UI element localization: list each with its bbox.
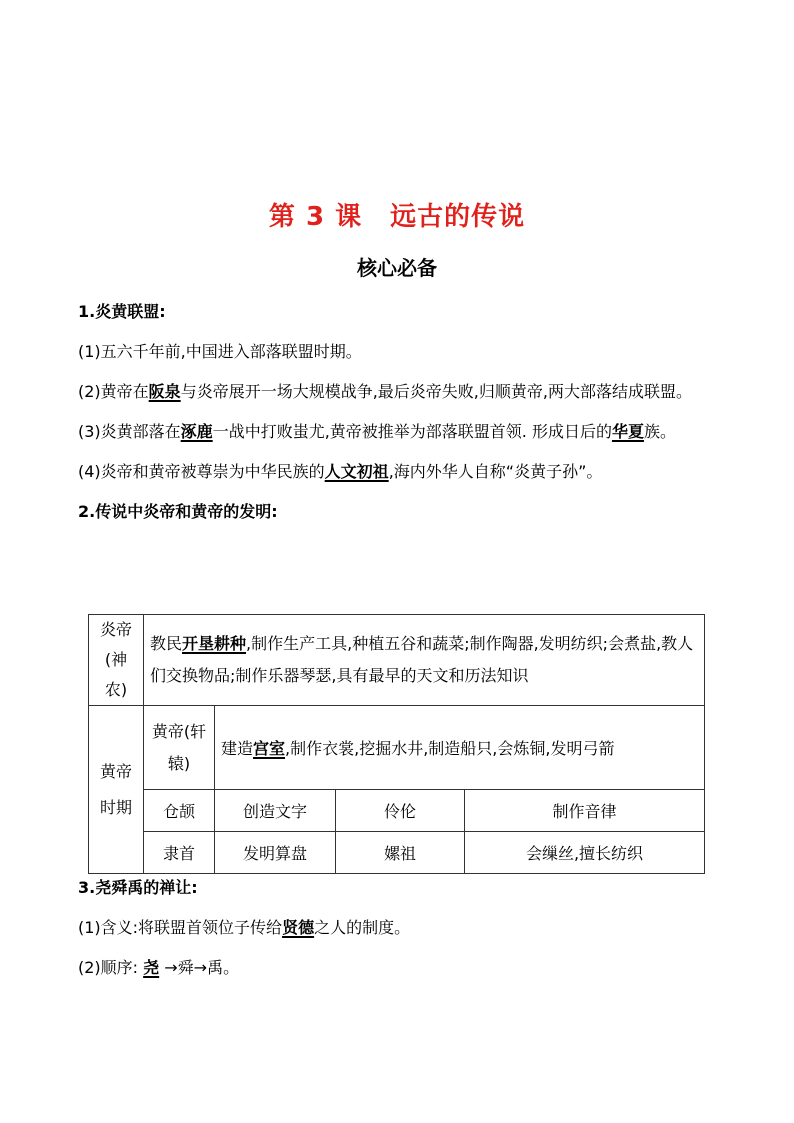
s3-point-2: [78, 948, 718, 988]
huangdi-post: ,制作衣裳,挖掘水井,制造船只,会炼铜,发明弓箭: [285, 739, 615, 758]
s3-point-1: [78, 908, 718, 948]
huangdi-label: 黄帝(轩辕): [144, 706, 215, 790]
section-subtitle: 核心必备: [357, 256, 437, 280]
yandi-inventions: [144, 615, 705, 706]
s1-p4-key: 人文初祖: [324, 462, 389, 481]
invention-music: 制作音律: [465, 790, 705, 832]
s1-p2-pre: (2)黄帝在: [78, 382, 149, 401]
huangdi-key: 宫室: [253, 739, 286, 758]
s1-p3-mid: 一战中打败蚩尤,黄帝被推举为部落联盟首领. 形成日后的: [212, 422, 612, 441]
s1-p4-pre: (4)炎帝和黄帝被尊崇为中华民族的: [78, 462, 325, 481]
table-row: [89, 790, 705, 832]
s1-point-1: (1)五六千年前,中国进入部落联盟时期。: [78, 342, 362, 361]
huangdi-period-label: 黄帝时期: [89, 706, 144, 874]
lesson-number: 第 3 课: [268, 202, 363, 232]
section-1: [78, 292, 718, 532]
s1-p3-key2: 华夏: [611, 422, 644, 441]
s1-p2-post: 与炎帝展开一场大规模战争,最后炎帝失败,归顺黄帝,两大部落结成联盟。: [180, 382, 692, 401]
s1-point-3: [78, 412, 718, 452]
s3-p2-key: 尧: [143, 958, 160, 977]
s1-point-2: [78, 372, 718, 412]
section-3-heading: 3.尧舜禹的禅让:: [78, 878, 198, 897]
s1-p3-key1: 涿鹿: [180, 422, 213, 441]
s3-p1-post: 之人的制度。: [314, 918, 411, 937]
s1-point-4: [78, 452, 718, 492]
table-row: [89, 615, 705, 706]
invention-writing: 创造文字: [215, 790, 336, 832]
s3-p2-post: →舜→禹。: [159, 958, 240, 977]
huangdi-pre: 建造: [221, 739, 254, 758]
inventor-linglun: 伶伦: [336, 790, 465, 832]
yandi-label: 炎帝(神农): [89, 615, 144, 706]
table-row: [89, 706, 705, 790]
invention-silk: 会缫丝,擅长纺织: [465, 832, 705, 874]
yandi-pre: 教民: [150, 634, 183, 653]
invention-abacus: 发明算盘: [215, 832, 336, 874]
yandi-key: 开垦耕种: [182, 634, 247, 653]
s1-p2-key: 阪泉: [148, 382, 181, 401]
s3-p1-pre: (1)含义:将联盟首领位子传给: [78, 918, 283, 937]
s1-p3-post: 族。: [643, 422, 676, 441]
section-1-heading: 1.炎黄联盟:: [78, 302, 166, 321]
s1-p3-pre: (3)炎黄部落在: [78, 422, 181, 441]
yandi-post: ,制作生产工具,种植五谷和蔬菜;制作陶器,发明纺织;会煮盐,教人们交换物品;制作乐器琴瑟,具有最早的天文和历法知识: [150, 634, 694, 685]
huangdi-inventions: [215, 706, 705, 790]
lesson-title: [0, 196, 794, 233]
s3-p1-key: 贤德: [282, 918, 315, 937]
s1-p4-post: ,海内外华人自称“炎黄子孙”。: [388, 462, 603, 481]
lesson-name: 远古的传说: [390, 202, 526, 232]
inventions-table: [88, 614, 705, 874]
inventor-leizu: 嫘祖: [336, 832, 465, 874]
inventor-cangjie: 仓颉: [144, 790, 215, 832]
inventor-lishou: 隶首: [144, 832, 215, 874]
section-3: [78, 868, 718, 988]
section-2-heading: 2.传说中炎帝和黄帝的发明:: [78, 502, 278, 521]
s3-p2-pre: (2)顺序:: [78, 958, 144, 977]
